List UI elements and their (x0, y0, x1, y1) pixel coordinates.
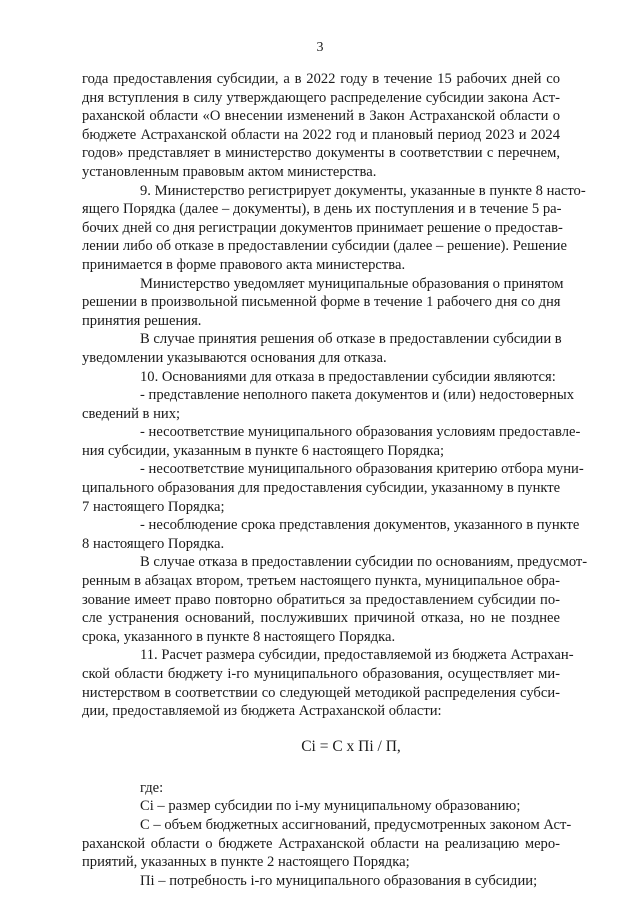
text-line: 10. Основаниями для отказа в предоставлении субсидии являются: (140, 368, 556, 385)
text-line: принимается в форме правового акта министерства. (82, 256, 406, 273)
text-line: дня вступления в силу утверждающего распределение субсидии закона Аст- (82, 89, 560, 106)
text-line: года предоставления субсидии, а в 2022 году в течение 15 рабочих дней со (82, 71, 560, 87)
main-text (82, 70, 588, 721)
text-line: В случае отказа в предоставлении субсидии по основаниям, предусмот- (140, 554, 588, 571)
text-line: - представление неполного пакета документов и (или) недостоверных (140, 387, 574, 404)
text-line: решении в произвольной письменной форме в течение 1 рабочего дня со дня (82, 294, 561, 311)
text-line: ципального образования для предоставления субсидии, указанному в пункте (82, 480, 561, 497)
text-line: бюджете Астраханской области на 2022 год и плановый период 2023 и 2024 (82, 126, 560, 143)
text-line: Пi – потребность i-го муниципального образования в субсидии; (140, 872, 538, 889)
text-line: 9. Министерство регистрирует документы, указанные в пункте 8 насто- (140, 182, 586, 199)
text-line: ренным в абзацах втором, третьем настоящего пункта, муниципальное обра- (82, 573, 560, 590)
where-label: где: (140, 779, 164, 796)
definitions (82, 797, 572, 890)
text-line: - несоответствие муниципального образования условиям предоставле- (140, 424, 581, 441)
text-line: уведомлении указываются основания для отказа. (82, 349, 387, 366)
text-line: раханской области о бюджете Астраханской области на реализацию меро- (82, 835, 560, 852)
document-body (82, 70, 588, 890)
text-line: С – объем бюджетных ассигнований, предусмотренных законом Аст- (140, 816, 572, 833)
text-line: срока, указанного в пункте 8 настоящего Порядка. (82, 628, 396, 645)
text-line: 11. Расчет размера субсидии, предоставляемой из бюджета Астрахан- (140, 647, 574, 664)
text-line: раханской области «О внесении изменений в Закон Астраханской области о (82, 108, 560, 125)
text-line: ния субсидии, указанным в пункте 6 настоящего Порядка; (82, 442, 445, 459)
text-line: - несоответствие муниципального образования критерию отбора муни- (140, 461, 584, 478)
text-line: нистерством в соответствии со следующей методикой распределения субси- (82, 684, 560, 701)
text-line: лении либо об отказе в предоставлении субсидии (далее – решение). Решение (82, 238, 567, 255)
text-line: В случае принятия решения об отказе в предоставлении субсидии в (140, 331, 562, 348)
text-line: ящего Порядка (далее – документы), в день их поступления и в течение 5 ра- (82, 201, 562, 218)
text-line: ской области бюджету i-го муниципального образования, осуществляет ми- (82, 666, 560, 682)
text-line: - несоблюдение срока представления документов, указанного в пункте (140, 517, 580, 534)
text-line: зование имеет право повторно обратиться за предоставлением субсидии по- (82, 591, 560, 608)
text-line: дии, предоставляемой из бюджета Астраханской области: (82, 703, 442, 720)
text-line: сле устранения оснований, послуживших причиной отказа, но не позднее (82, 610, 560, 627)
text-line: установленным правовым актом министерства. (82, 163, 377, 180)
text-line: годов» представляет в министерство документы в соответствии с перечнем, (82, 145, 560, 162)
text-line: принятия решения. (82, 312, 202, 329)
text-line: 8 настоящего Порядка. (82, 535, 225, 552)
text-line: бочих дней со дня регистрации документов принимает решение о предостав- (82, 219, 563, 236)
text-line: Министерство уведомляет муниципальные образования о принятом (140, 275, 564, 292)
text-line: Ci – размер субсидии по i-му муниципальному образованию; (140, 798, 521, 815)
text-line: 7 настоящего Порядка; (82, 498, 225, 515)
formula: Ci = C x Пi / П, (301, 737, 401, 755)
text-line: сведений в них; (82, 405, 181, 422)
text-line: приятий, указанных в пункте 2 настоящего Порядка; (82, 854, 410, 871)
page-number: 3 (316, 40, 324, 55)
